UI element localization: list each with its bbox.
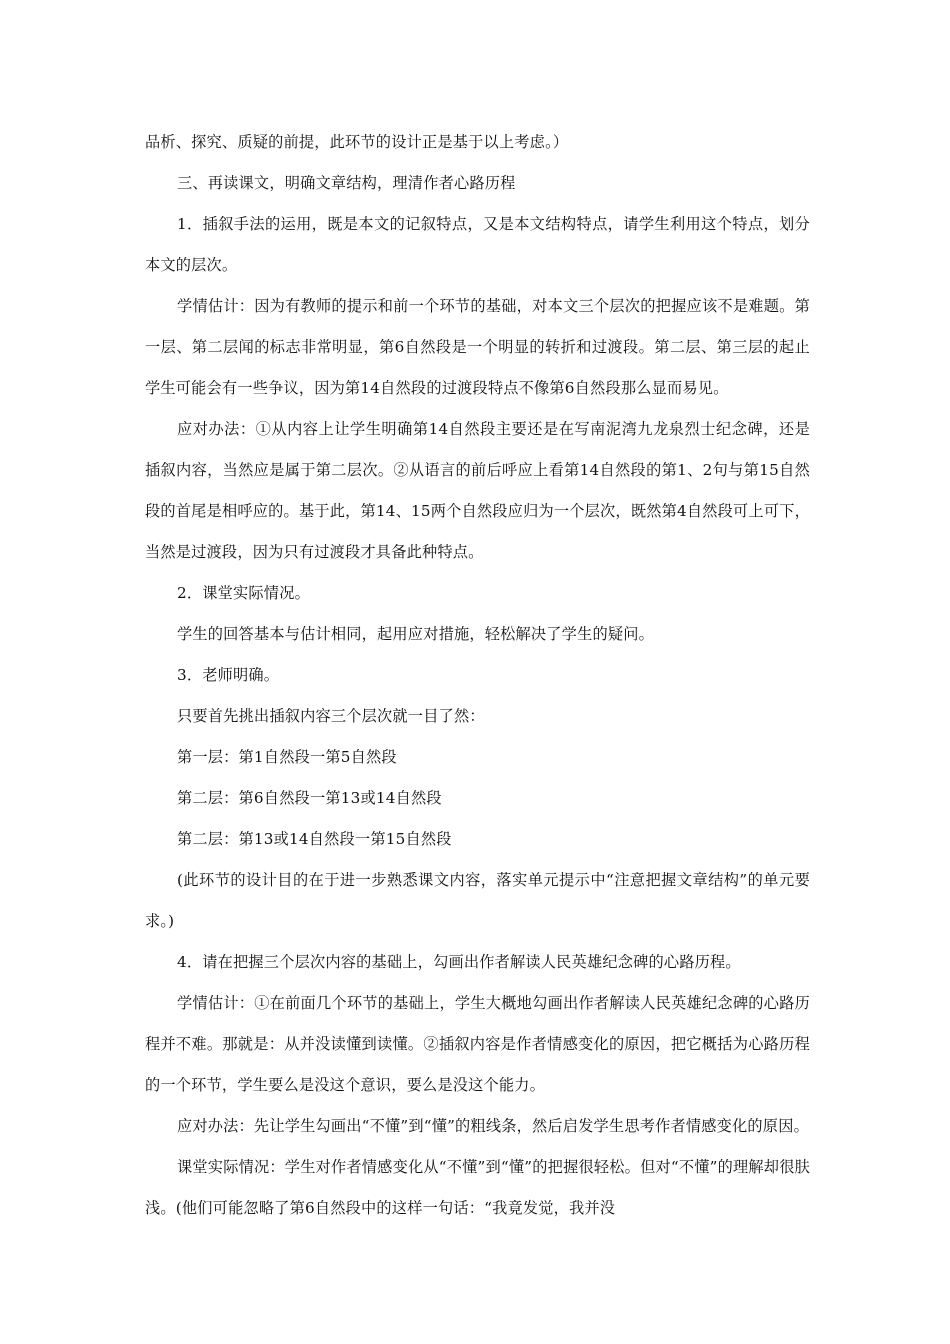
paragraph-classroom-2: 课堂实际情况：学生对作者情感变化从“不懂”到“懂”的把握很轻松。但对“不懂”的理解却很肤浅。(他们可能忽略了第6自然段中的这样一句话：“我竟发觉，我并没 bbox=[145, 1158, 810, 1217]
paragraph-task-4: 4．请在把握三个层次内容的基础上，勾画出作者解读人民英雄纪念碑的心路历程。 bbox=[177, 953, 741, 971]
paragraph-response-2: 应对办法：先让学生勾画出“不懂”到“懂”的粗线条，然后启发学生思考作者情感变化的原因。 bbox=[177, 1117, 809, 1135]
paragraph-design-note: (此环节的设计目的在于进一步熟悉课文内容，落实单元提示中“注意把握文章结构”的单元要求。) bbox=[145, 871, 810, 930]
paragraph-intro-layers: 只要首先挑出插叙内容三个层次就一目了然： bbox=[177, 707, 485, 725]
paragraph-layer-3: 第二层：第13或14自然段一第15自然段 bbox=[177, 830, 452, 848]
paragraph-layer-2: 第二层：第6自然段一第13或14自然段 bbox=[177, 789, 442, 807]
document-page bbox=[145, 122, 810, 1229]
paragraph-layer-1: 第一层：第1自然段一第5自然段 bbox=[177, 748, 397, 766]
paragraph-estimate-1: 学情估计：因为有教师的提示和前一个环节的基础，对本文三个层次的把握应该不是难题。第一层、第二层闻的标志非常明显，第6自然段是一个明显的转折和过渡段。第二层、第三层的起止学生可能会有一些争议，因为第14自然段的过渡段特点不像第6自然段那么显而易见。 bbox=[145, 297, 810, 397]
paragraph-1: 品析、探究、质疑的前提，此环节的设计正是基于以上考虑。） bbox=[145, 133, 569, 151]
paragraph-classroom-1: 学生的回答基本与估计相同，起用应对措施，轻松解决了学生的疑问。 bbox=[177, 625, 655, 643]
section-heading-3: 三、再读课文，明确文章结构，理清作者心路历程 bbox=[177, 174, 516, 192]
paragraph-estimate-2: 学情估计：①在前面几个环节的基础上，学生大概地勾画出作者解读人民英雄纪念碑的心路历程并不难。那就是：从并没读懂到读懂。②插叙内容是作者情感变化的原因，把它概括为心路历程的一个环节，学生要么是没这个意识，要么是没这个能力。 bbox=[145, 994, 810, 1094]
paragraph-task-1: 1．插叙手法的运用，既是本文的记叙特点，又是本文结构特点，请学生利用这个特点，划分本文的层次。 bbox=[145, 215, 810, 274]
paragraph-response-1: 应对办法：①从内容上让学生明确第14自然段主要还是在写南泥湾九龙泉烈士纪念碑，还是插叙内容，当然应是属于第二层次。②从语言的前后呼应上看第14自然段的第1、2句与第15自然段的首尾是相呼应的。基于此，第14、15两个自然段应归为一个层次，既然第4自然段可上可下，当然是过渡段，因为只有过渡段才具备此种特点。 bbox=[145, 420, 810, 561]
paragraph-task-2: 2．课堂实际情况。 bbox=[177, 584, 310, 602]
paragraph-task-3: 3．老师明确。 bbox=[177, 666, 280, 684]
